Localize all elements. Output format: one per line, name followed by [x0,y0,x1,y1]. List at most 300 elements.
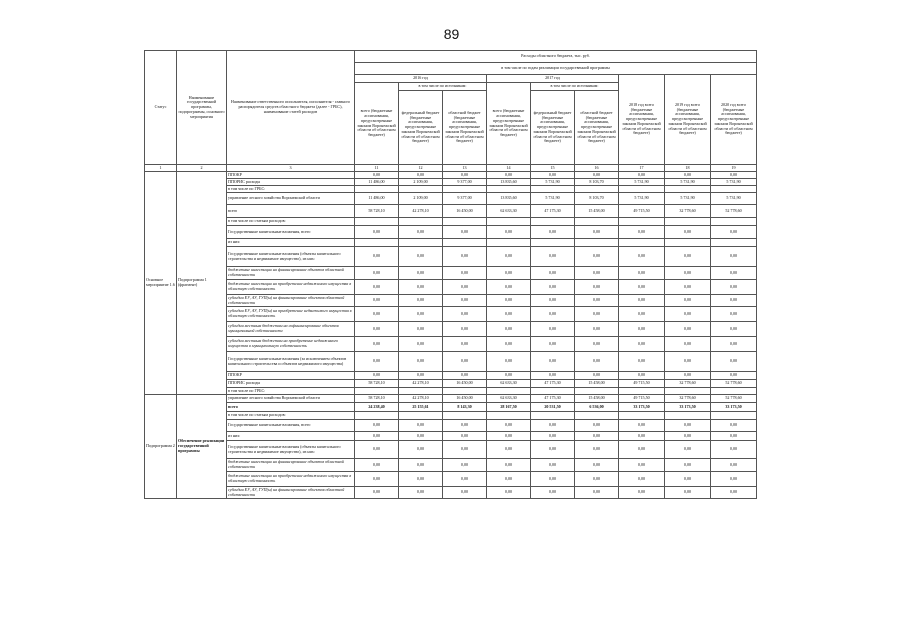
header-col-14: всего (бюджетные ассигнования, предусмотренные законом Воронежской области об областном бюджете) [487,83,531,165]
table-row [145,472,757,487]
row-value: 0,00 [619,441,665,459]
row-value [531,239,575,247]
row-value: 0,00 [355,432,399,441]
row-value: 0,00 [665,472,711,487]
row-value: 0,00 [575,472,619,487]
row-value: 0,00 [711,172,757,179]
row-value: 0,00 [531,337,575,352]
table-row [145,372,757,380]
row-value: 0,00 [399,172,443,179]
table-row [145,267,757,280]
row-value [443,239,487,247]
row-value: 0,00 [487,441,531,459]
row-value: 0,00 [355,459,399,472]
column-number: 11 [355,165,399,172]
row-value: 9 377,00 [443,179,487,186]
column-number: 16 [575,165,619,172]
row-value [665,412,711,420]
row-value: 32 778,60 [665,380,711,388]
row-value: 0,00 [487,307,531,322]
row-value: 0,00 [575,372,619,380]
row-value [619,186,665,193]
row-value: 0,00 [399,247,443,267]
row-value [665,186,711,193]
row-value: 5 731,90 [711,179,757,186]
column-number: 19 [711,165,757,172]
row-value [531,412,575,420]
table-row [145,352,757,372]
row-value: 0,00 [443,337,487,352]
row-value [531,186,575,193]
row-value: 0,00 [443,352,487,372]
row-value: 0,00 [665,459,711,472]
row-label: бюджетные инвестиции на приобретение недвижимого имущества в областную собственность [227,280,355,295]
row-value: 16 450,00 [443,205,487,218]
row-value: 8 143,30 [443,403,487,412]
row-value: 0,00 [355,172,399,179]
row-value: 62 633,30 [487,205,531,218]
row-value: 47 175,30 [531,205,575,218]
row-value: 33 173,50 [619,403,665,412]
table-row [145,420,757,432]
row-value: 0,00 [711,226,757,239]
row-value: 0,00 [399,472,443,487]
table-row [145,380,757,388]
row-value: 0,00 [355,337,399,352]
table-row [145,337,757,352]
row-value: 0,00 [711,322,757,337]
row-value: 0,00 [711,337,757,352]
row-value: 58 728,10 [355,205,399,218]
row-value [575,239,619,247]
row-value: 0,00 [443,295,487,307]
row-value: 0,00 [619,172,665,179]
row-value: 0,00 [487,280,531,295]
table-row [145,432,757,441]
row-value: 0,00 [443,420,487,432]
row-label: субсидии ЕУ, АУ, ГУП(ы) на финансирование объектов областной собственности [227,487,355,499]
row-value: 0,00 [531,459,575,472]
row-program-name: Обеспечение реализации государственной программы [177,395,227,499]
row-value: 0,00 [575,459,619,472]
row-value: 0,00 [619,459,665,472]
row-value: 0,00 [531,420,575,432]
row-value [399,186,443,193]
row-value: 9 377,00 [443,193,487,205]
table-row [145,172,757,179]
row-value: 49 715,50 [619,395,665,403]
row-value [355,412,399,420]
row-value: 0,00 [355,487,399,499]
row-value: 11 486,00 [355,179,399,186]
row-value: 5 731,90 [531,179,575,186]
header-year-2017: 2017 год [487,75,619,83]
row-value: 0,00 [711,487,757,499]
row-value: 0,00 [487,420,531,432]
header-col-12: федеральный бюджет (бюджетные ассигнования, предусмотренные законом Воронежской области об областном бюджете) [399,91,443,165]
table-row [145,239,757,247]
row-value: 13 835,60 [487,179,531,186]
row-value [575,218,619,226]
header-col-15: федеральный бюджет (бюджетные ассигнования, предусмотренные законом Воронежской области об областном бюджете) [531,91,575,165]
row-value: 32 778,60 [665,205,711,218]
row-value [487,388,531,395]
row-value: 5 731,90 [619,179,665,186]
row-value: 0,00 [619,226,665,239]
row-value: 33 173,50 [711,403,757,412]
row-label: управление лесного хозяйства Воронежской области [227,395,355,403]
row-value: 15 458,00 [575,380,619,388]
row-value: 16 450,00 [443,380,487,388]
row-value [575,412,619,420]
row-value: 0,00 [487,459,531,472]
row-value: 0,00 [355,226,399,239]
row-value: 8 103,70 [575,193,619,205]
row-value: 0,00 [355,280,399,295]
row-value: 0,00 [399,372,443,380]
table-row [145,295,757,307]
row-value: 0,00 [487,247,531,267]
row-value: 5 731,90 [665,179,711,186]
header-status: Статус [145,51,177,165]
row-value: 0,00 [575,267,619,280]
row-value: 0,00 [575,441,619,459]
row-value: 0,00 [665,280,711,295]
row-value: 15 458,00 [575,395,619,403]
row-value: 0,00 [575,280,619,295]
row-value [665,239,711,247]
row-value: 0,00 [665,441,711,459]
row-value: 47 175,30 [531,380,575,388]
row-value: 25 155,61 [399,403,443,412]
row-value: 0,00 [443,172,487,179]
row-value: 0,00 [711,420,757,432]
row-value: 0,00 [355,372,399,380]
row-value: 8 103,70 [575,179,619,186]
row-value: 0,00 [531,322,575,337]
row-value: 49 715,50 [619,205,665,218]
row-value [619,388,665,395]
row-label: бюджетные инвестиции на финансирование объектов областной собственности [227,459,355,472]
column-number: 12 [399,165,443,172]
row-value: 58 728,10 [355,380,399,388]
row-value: 0,00 [665,267,711,280]
header-year-2016: 2016 год [355,75,487,83]
row-value: 0,00 [355,267,399,280]
row-status: Основное мероприятие 1.6 [145,172,177,395]
row-value [355,218,399,226]
row-value: 0,00 [711,247,757,267]
header-col-17: 2018 год всего (бюджетные ассигнования, предусмотренные законом Воронежской области об областном бюджете) [619,75,665,165]
row-value: 0,00 [531,352,575,372]
row-label: ППОРИС расходы [227,380,355,388]
row-value: 0,00 [443,267,487,280]
row-value [443,186,487,193]
row-value: 0,00 [575,307,619,322]
row-label: бюджетные инвестиции на финансирование объектов областной собственности [227,267,355,280]
row-value: 0,00 [619,280,665,295]
row-value: 0,00 [619,247,665,267]
row-label: Государственные капитальные вложения (объекты капитального строительства и недвижимое имущество), из них: [227,441,355,459]
header-name: Наименование государственной программы, подпрограммы, основного мероприятия [177,51,227,165]
column-number: 14 [487,165,531,172]
row-value [443,218,487,226]
row-value: 0,00 [531,432,575,441]
row-value: 0,00 [575,432,619,441]
row-value: 0,00 [711,441,757,459]
row-value: 15 458,00 [575,205,619,218]
row-value: 0,00 [443,459,487,472]
row-value: 0,00 [443,441,487,459]
table-row [145,247,757,267]
row-label: субсидии местным бюджетам на приобретение недвижимого имущества в муниципальную собственность [227,337,355,352]
row-value: 0,00 [399,322,443,337]
header-including-years: в том числе по годам реализации государственной программы [355,63,757,75]
row-value [711,239,757,247]
row-value: 0,00 [665,372,711,380]
row-value: 0,00 [711,267,757,280]
row-value: 0,00 [531,487,575,499]
row-value: 0,00 [399,459,443,472]
column-number: 2 [177,165,227,172]
row-value: 0,00 [487,472,531,487]
row-value: 0,00 [665,226,711,239]
table-row [145,226,757,239]
row-label: в том числе по ГРБС: [227,186,355,193]
row-value: 0,00 [619,352,665,372]
row-value [711,218,757,226]
row-value: 0,00 [399,280,443,295]
row-value: 0,00 [575,172,619,179]
row-value: 0,00 [575,420,619,432]
row-label: Государственные капитальные вложения (за исключением объектов капитального строительства и объектов недвижимого имущества) [227,352,355,372]
row-value: 0,00 [487,322,531,337]
row-label: управление лесного хозяйства Воронежской области [227,193,355,205]
row-value [443,388,487,395]
row-value: 0,00 [399,267,443,280]
row-value: 42 278,10 [399,380,443,388]
row-value: 0,00 [575,352,619,372]
row-status: Подпрограмма 2 [145,395,177,499]
row-value: 0,00 [531,247,575,267]
column-number: 1 [145,165,177,172]
row-value: 0,00 [443,372,487,380]
table-row [145,280,757,295]
row-value: 42 278,10 [399,205,443,218]
row-value: 0,00 [711,280,757,295]
column-number: 18 [665,165,711,172]
row-value: 0,00 [355,352,399,372]
table-row [145,186,757,193]
table-row [145,459,757,472]
row-value: 0,00 [665,432,711,441]
row-value: 0,00 [575,337,619,352]
row-value [575,186,619,193]
column-number-row [145,165,757,172]
row-value: 0,00 [531,372,575,380]
row-value: 0,00 [399,352,443,372]
row-value: 0,00 [443,472,487,487]
table-row [145,403,757,412]
row-value: 62 633,30 [487,380,531,388]
row-value: 0,00 [487,172,531,179]
row-value [665,388,711,395]
row-label: ППОКР [227,172,355,179]
row-program-name: Подпрограмма 1 (фрагмент) [177,172,227,395]
row-value [399,412,443,420]
row-value [711,388,757,395]
row-value: 0,00 [487,487,531,499]
table-row [145,179,757,186]
row-value: 0,00 [399,487,443,499]
row-value: 0,00 [575,226,619,239]
row-value: 6 536,00 [575,403,619,412]
row-value [487,412,531,420]
row-value: 0,00 [575,322,619,337]
row-value [399,388,443,395]
row-value: 0,00 [487,226,531,239]
row-label: ППОРИС расходы [227,179,355,186]
row-label: всего [227,205,355,218]
row-value [443,412,487,420]
row-value: 0,00 [711,307,757,322]
row-value: 5 731,90 [711,193,757,205]
row-value: 0,00 [531,472,575,487]
table-row [145,307,757,322]
row-value: 52 778,60 [711,395,757,403]
row-value: 0,00 [355,295,399,307]
row-value: 24 238,40 [355,403,399,412]
table-row [145,441,757,459]
row-value: 0,00 [487,372,531,380]
row-value: 33 173,50 [665,403,711,412]
row-value: 0,00 [443,307,487,322]
row-value: 0,00 [531,307,575,322]
row-label: из них: [227,239,355,247]
row-label: субсидии ЕУ, АУ, ГУП(ы) на приобретение недвижимого имущества в областную собственность [227,307,355,322]
header-col-16: областной бюджет (бюджетные ассигнования, предусмотренные законом Воронежской области об областном бюджете) [575,91,619,165]
row-value: 0,00 [665,337,711,352]
header-col-18: 2019 год всего (бюджетные ассигнования, предусмотренные законом Воронежской области об областном бюджете) [665,75,711,165]
row-value: 0,00 [665,172,711,179]
row-label: в том числе по статьям расходов: [227,412,355,420]
row-value: 0,00 [711,459,757,472]
table-row [145,487,757,499]
row-value: 0,00 [575,247,619,267]
row-value: 32 778,60 [665,395,711,403]
table-row [145,395,757,403]
row-value [531,388,575,395]
header-sources-2016: в том числе по источникам: [399,83,487,91]
row-value: 0,00 [399,441,443,459]
row-value: 0,00 [575,295,619,307]
row-value: 52 778,60 [711,205,757,218]
row-label: субсидии ЕУ, АУ, ГУП(ы) на финансирование объектов областной собственности [227,295,355,307]
row-value: 20 531,50 [531,403,575,412]
table-row [145,388,757,395]
row-value: 0,00 [531,295,575,307]
budget-table [144,50,757,499]
row-label: Государственные капитальные вложения, всего [227,420,355,432]
row-value: 0,00 [619,432,665,441]
column-number: 13 [443,165,487,172]
row-value: 58 728,10 [355,395,399,403]
row-value: 0,00 [443,280,487,295]
row-value: 0,00 [665,307,711,322]
row-value: 0,00 [399,226,443,239]
row-value [619,412,665,420]
row-label: из них: [227,432,355,441]
row-value: 0,00 [619,307,665,322]
row-value: 0,00 [531,441,575,459]
row-value: 0,00 [487,352,531,372]
row-value [399,239,443,247]
row-value: 0,00 [487,295,531,307]
header-col-11: всего (бюджетные ассигнования, предусмотренные законом Воронежской области об областном бюджете) [355,83,399,165]
column-number: 17 [619,165,665,172]
row-value: 0,00 [711,372,757,380]
row-value: 52 778,60 [711,380,757,388]
row-value: 0,00 [531,280,575,295]
row-value: 0,00 [531,267,575,280]
row-label: в том числе по статьям расходов: [227,218,355,226]
row-value [665,218,711,226]
row-value: 0,00 [443,432,487,441]
row-value: 0,00 [531,172,575,179]
row-value: 0,00 [665,420,711,432]
row-value: 0,00 [619,295,665,307]
row-value: 2 109,00 [399,193,443,205]
table-row [145,205,757,218]
row-value [355,388,399,395]
row-value: 5 731,90 [531,193,575,205]
row-label: в том числе по ГРБС: [227,388,355,395]
row-value: 2 109,00 [399,179,443,186]
row-value: 0,00 [711,432,757,441]
row-value: 0,00 [665,322,711,337]
row-value: 0,00 [399,295,443,307]
row-value: 0,00 [355,322,399,337]
row-value: 5 731,90 [665,193,711,205]
row-value: 0,00 [531,226,575,239]
row-value: 0,00 [487,267,531,280]
row-value: 0,00 [399,432,443,441]
row-value: 0,00 [619,472,665,487]
row-label: субсидии местным бюджетам на софинансирование объектов муниципальной собственности [227,322,355,337]
row-value [619,239,665,247]
row-value [619,218,665,226]
row-value: 0,00 [355,247,399,267]
row-value: 0,00 [487,337,531,352]
row-value: 0,00 [399,420,443,432]
row-label: бюджетные инвестиции на приобретение недвижимого имущества в областную собственность [227,472,355,487]
row-value: 0,00 [355,307,399,322]
row-value: 0,00 [665,352,711,372]
row-value [355,239,399,247]
row-value: 0,00 [619,267,665,280]
row-value: 0,00 [665,295,711,307]
row-value: 0,00 [665,487,711,499]
table-row [145,412,757,420]
row-value [399,218,443,226]
header-sources-2017: в том числе по источникам: [531,83,619,91]
row-value: 5 731,90 [619,193,665,205]
row-value: 0,00 [619,322,665,337]
row-value: 0,00 [443,487,487,499]
table-row [145,193,757,205]
row-value: 42 278,10 [399,395,443,403]
row-value: 0,00 [619,420,665,432]
